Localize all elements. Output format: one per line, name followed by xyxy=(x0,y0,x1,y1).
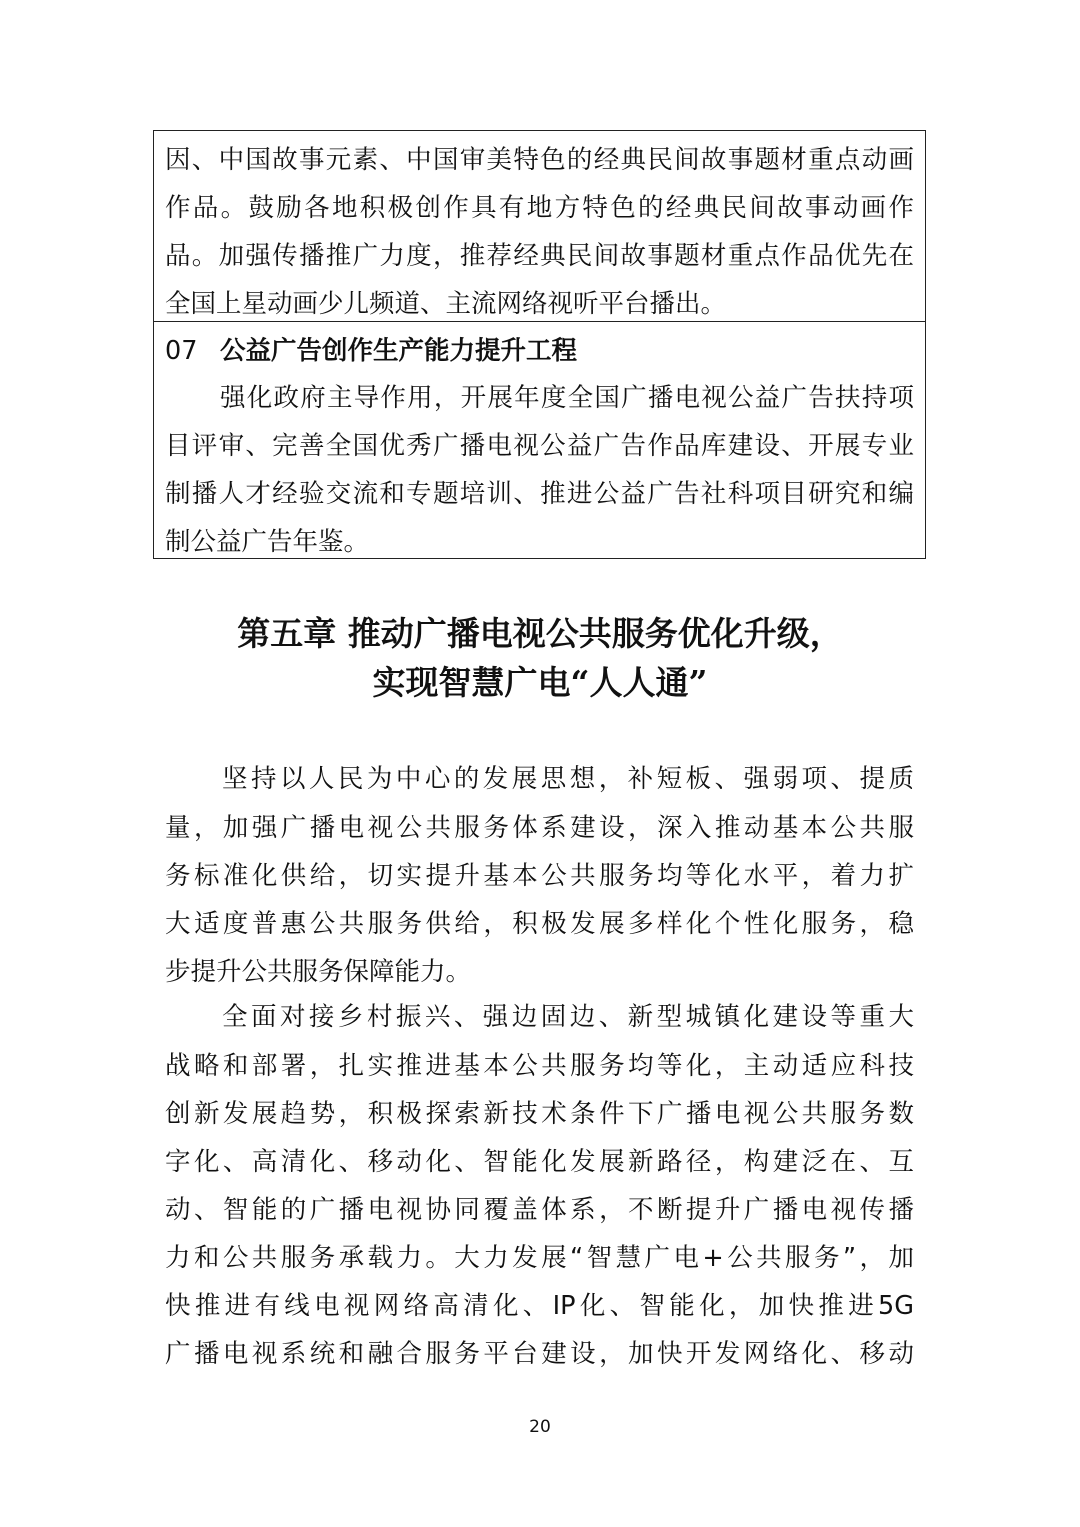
box-text-line: 制播人才经验交流和专题培训、推进公益广告社科项目研究和编 xyxy=(165,479,914,509)
body-text-line: 字化、高清化、移动化、智能化发展新路径，构建泛在、互 xyxy=(165,1147,914,1177)
box-text-line: 全国上星动画少儿频道、主流网络视听平台播出。 xyxy=(165,289,727,319)
body-text-line: 广播电视系统和融合服务平台建设，加快开发网络化、移动 xyxy=(165,1339,914,1369)
item-number: 07 xyxy=(165,336,198,366)
body-text-line: 战略和部署，扎实推进基本公共服务均等化，主动适应科技 xyxy=(165,1051,914,1081)
item-title: 公益广告创作生产能力提升工程 xyxy=(220,336,578,366)
box-text-line: 作品。鼓励各地积极创作具有地方特色的经典民间故事动画作 xyxy=(165,193,914,223)
box-divider xyxy=(154,321,925,322)
body-text-line: 力和公共服务承载力。大力发展“智慧广电+公共服务”，加 xyxy=(165,1243,914,1273)
box-text-line: 因、中国故事元素、中国审美特色的经典民间故事题材重点动画 xyxy=(165,145,914,175)
body-text-line: 快推进有线电视网络高清化、IP化、智能化，加快推进5G xyxy=(165,1291,914,1321)
body-text-line: 坚持以人民为中心的发展思想，补短板、强弱项、提质 xyxy=(222,764,914,794)
chapter-title-line1: 第五章 推动广播电视公共服务优化升级， xyxy=(237,614,843,653)
page-number: 20 xyxy=(529,1417,551,1437)
body-text-line: 量，加强广播电视公共服务体系建设，深入推动基本公共服 xyxy=(165,813,914,843)
body-text-line: 步提升公共服务保障能力。 xyxy=(165,957,472,987)
body-text-line: 大适度普惠公共服务供给，积极发展多样化个性化服务，稳 xyxy=(165,909,914,939)
box-text-line: 制公益广告年鉴。 xyxy=(165,527,370,557)
body-text-line: 创新发展趋势，积极探索新技术条件下广播电视公共服务数 xyxy=(165,1099,914,1129)
body-text-line: 全面对接乡村振兴、强边固边、新型城镇化建设等重大 xyxy=(222,1002,914,1032)
box-text-line: 强化政府主导作用，开展年度全国广播电视公益广告扶持项 xyxy=(220,383,914,413)
box-text-line: 目评审、完善全国优秀广播电视公益广告作品库建设、开展专业 xyxy=(165,431,914,461)
body-text-line: 务标准化供给，切实提升基本公共服务均等化水平，着力扩 xyxy=(165,861,914,891)
body-text-line: 动、智能的广播电视协同覆盖体系，不断提升广播电视传播 xyxy=(165,1195,914,1225)
box-text-line: 品。加强传播推广力度，推荐经典民间故事题材重点作品优先在 xyxy=(165,241,914,271)
chapter-title-line2: 实现智慧广电“人人通” xyxy=(372,663,708,702)
